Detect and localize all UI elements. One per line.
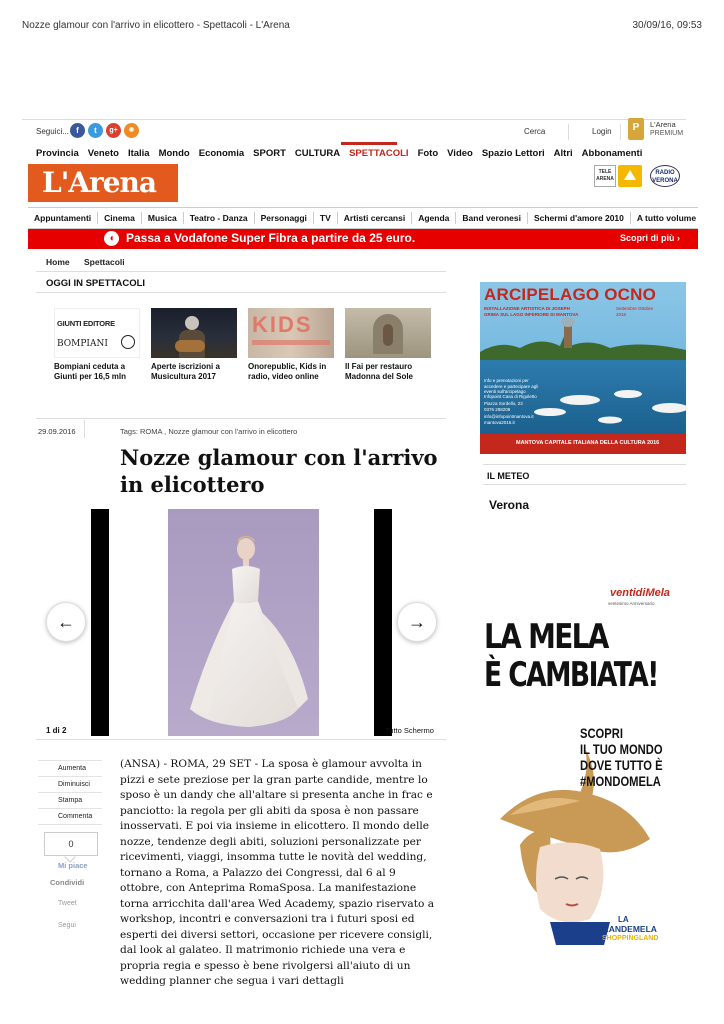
- bompiani-emblem-icon: [121, 335, 135, 349]
- teaser-thumbnail[interactable]: [54, 308, 140, 358]
- nav-sport[interactable]: SPORT: [253, 148, 286, 159]
- nav-spazio-lettori[interactable]: Spazio Lettori: [481, 148, 545, 159]
- font-increase-button[interactable]: Aumenta: [38, 760, 102, 777]
- facebook-icon[interactable]: f: [70, 123, 85, 138]
- vodafone-logo-icon: ◖: [104, 231, 119, 246]
- ocno-point: Piazza Sordello, 23: [484, 400, 523, 406]
- ocno-point: Infopoint Casa di Rigoletto: [484, 394, 537, 399]
- giunti-logo: GIUNTI EDITORE: [57, 319, 115, 328]
- teaser-thumbnail[interactable]: [248, 308, 334, 358]
- mela-line-4: #MONDOMELA: [580, 773, 661, 789]
- subnav-artisti-cercansi[interactable]: Artisti cercansi: [338, 212, 412, 224]
- divider: [483, 484, 686, 485]
- teaser-caption[interactable]: Aperte iscrizioni a Musicultura 2017: [151, 362, 220, 381]
- meteo-city[interactable]: Verona: [489, 498, 530, 512]
- mela-brand-logo: ventidiMela: [610, 587, 670, 599]
- mela-headline-1: LA MELA: [484, 617, 608, 657]
- print-page-title: Nozze glamour con l'arrivo in elicottero - Spettacoli - L'Arena: [22, 20, 290, 31]
- teaser-caption[interactable]: Onorepublic, Kids in radio, video online: [248, 362, 327, 381]
- nav-altri[interactable]: Altri: [553, 148, 573, 159]
- subnav-personaggi[interactable]: Personaggi: [255, 212, 314, 224]
- gallery-image[interactable]: [168, 509, 319, 736]
- kids-sub-strip: [252, 340, 330, 345]
- mela-brand-sub: ventesimo Anniversario: [608, 601, 655, 606]
- mela-footer-la: LA: [618, 915, 629, 924]
- teaser-list: [54, 308, 431, 382]
- ocno-point: info@infopointmantova.it: [484, 413, 534, 419]
- premium-brand: L'Arena: [650, 120, 676, 129]
- fresco-figure: [383, 324, 393, 346]
- google-plus-icon[interactable]: g+: [106, 123, 121, 138]
- main-nav: [36, 148, 642, 162]
- subnav-band-veronesi[interactable]: Band veronesi: [456, 212, 528, 224]
- search-link[interactable]: Cerca: [524, 127, 546, 136]
- divider: [84, 420, 85, 438]
- ocno-ad-points: [484, 394, 564, 427]
- arena-triangle-logo[interactable]: [618, 165, 642, 187]
- nav-mondo[interactable]: Mondo: [158, 148, 190, 159]
- teaser-item[interactable]: [54, 308, 140, 382]
- section-sub-nav: [28, 207, 698, 229]
- mela-line-1: SCOPRI: [580, 725, 623, 741]
- teaser-item[interactable]: [151, 308, 237, 382]
- meteo-title: IL METEO: [487, 471, 530, 481]
- ocno-ad-info: Info e prenotazioni per accedere e partecipare agli eventi sull'arcipelago: [484, 378, 539, 394]
- nav-cultura[interactable]: CULTURA: [294, 148, 341, 159]
- print-button[interactable]: Stampa: [38, 793, 102, 809]
- share-button[interactable]: Condividi: [50, 878, 85, 887]
- divider: [36, 739, 446, 740]
- nav-spettacoli[interactable]: SPETTACOLI: [349, 148, 409, 159]
- vodafone-banner-text: Passa a Vodafone Super Fibra a partire da 25 euro.: [126, 231, 416, 245]
- nav-foto[interactable]: Foto: [417, 148, 439, 159]
- facebook-like-button[interactable]: Mi piace: [58, 861, 88, 870]
- top-utility-bar: [22, 119, 686, 143]
- article-tags[interactable]: Tags: ROMA , Nozze glamour con l'arrivo in elicottero: [120, 427, 298, 436]
- print-datetime: 30/09/16, 09:53: [632, 20, 702, 31]
- ocno-point: 0376 288208: [484, 407, 511, 412]
- like-count: 0: [44, 832, 98, 856]
- subnav-agenda[interactable]: Agenda: [412, 212, 456, 224]
- subnav-appuntamenti[interactable]: Appuntamenti: [28, 212, 98, 224]
- article-date: 29.09.2016: [38, 427, 76, 436]
- divider: [36, 292, 446, 293]
- gallery-counter: 1 di 2: [46, 726, 67, 735]
- ocno-ad-footer: MANTOVA CAPITALE ITALIANA DELLA CULTURA 2016: [516, 440, 660, 446]
- tweet-button[interactable]: Tweet: [58, 900, 77, 907]
- teaser-item[interactable]: [248, 308, 334, 382]
- vodafone-banner-ad[interactable]: [28, 229, 698, 249]
- mela-line-3: DOVE TUTTO È: [580, 757, 663, 773]
- nav-abbonamenti[interactable]: Abbonamenti: [581, 148, 643, 159]
- twitter-icon[interactable]: t: [88, 123, 103, 138]
- font-decrease-button[interactable]: Diminuisci: [38, 777, 102, 793]
- mela-headline-2: È CAMBIATA!: [484, 655, 658, 695]
- gallery-frame-right: [374, 509, 392, 736]
- comment-button[interactable]: Commenta: [38, 809, 102, 825]
- subnav-schermi-damore[interactable]: Schermi d'amore 2010: [528, 212, 631, 224]
- oggi-section-title: OGGI IN SPETTACOLI: [46, 278, 146, 289]
- divider: [483, 464, 686, 465]
- article-tools: [38, 760, 102, 825]
- mela-line-2: IL TUO MONDO: [580, 741, 663, 757]
- teaser-thumbnail[interactable]: [345, 308, 431, 358]
- ocno-point: mantova2016.it: [484, 420, 515, 425]
- breadcrumb: [46, 257, 137, 267]
- follow-button[interactable]: Segui: [58, 922, 76, 929]
- divider: [620, 124, 621, 140]
- teaser-caption[interactable]: Bompiani ceduta a Giunti per 16,5 mln: [54, 362, 127, 381]
- divider: [36, 271, 446, 272]
- ocno-ad-dates: Settembre Ottobre 2016: [616, 306, 654, 317]
- divider: [568, 124, 569, 140]
- gallery-prev-button[interactable]: ←: [46, 602, 86, 642]
- radio-verona-logo[interactable]: RADIO VERONA: [650, 165, 680, 187]
- bridal-dress-photo: [168, 509, 319, 736]
- premium-label: PREMIUM: [650, 130, 684, 137]
- arcipelago-ocno-ad[interactable]: [480, 282, 686, 454]
- rss-icon[interactable]: ◉: [124, 123, 139, 138]
- ocno-ad-subtitle: INSTALLAZIONE ARTISTICA DI JOSEPH GRIMA SUL LAGO INFERIORE DI MANTOVA: [484, 306, 579, 317]
- teaser-item[interactable]: [345, 308, 431, 382]
- nav-provincia[interactable]: Provincia: [36, 148, 79, 159]
- mela-footer-brand: GRANDEMELA: [596, 924, 657, 934]
- nav-italia[interactable]: Italia: [127, 148, 150, 159]
- grande-mela-ad[interactable]: [480, 579, 686, 945]
- teaser-thumbnail[interactable]: [151, 308, 237, 358]
- teaser-caption[interactable]: Il Fai per restauro Madonna del Sole: [345, 362, 414, 381]
- nav-veneto[interactable]: Veneto: [87, 148, 119, 159]
- premium-link[interactable]: [650, 120, 683, 138]
- nav-video[interactable]: Video: [447, 148, 473, 159]
- subnav-a-tutto-volume[interactable]: A tutto volume: [636, 213, 697, 223]
- main-nav-active-indicator: [341, 142, 397, 145]
- gallery-fullscreen-link[interactable]: Tutto Schermo: [385, 726, 434, 735]
- article-body: (ANSA) - ROMA, 29 SET - La sposa è glamour avvolta in pizzi e sete preziose per la gran parte candide, mentre lo sposo è un dandy che all'altare si presenta anche in frac e panciotto: la regola per gli abiti da sposa è non passare inosservati. E poi via insieme in elicottero. Il mondo delle nozze, tendenze degli abiti, soluzioni personalizzate per ricevimenti, viaggi, insomma tutte le novità del wedding, tornano a Roma, a Palazzo dei Congressi, dal 6 al 9 ottobre, con Anteprima RomaSposa. La manifestazione torna arricchita dall'area Wed Academy, spazio riservato a workshop, incontri e conversazioni tra i futuri sposi ed esperti dei diversi settori, occasione per ricevere consigli, dal look al galateo. Il matrimonio richiede una vera e propria regia e spesso è bene rivolgersi all'aiuto di un wedding planner che segua i vari dettagli: [120, 758, 435, 987]
- bompiani-logo: BOMPIANI: [57, 339, 108, 349]
- mela-footer-sub: SHOPPINGLAND: [602, 935, 659, 942]
- vodafone-banner-cta[interactable]: Scopri di più ›: [620, 233, 680, 243]
- premium-badge-icon[interactable]: P: [628, 118, 644, 140]
- login-link[interactable]: Login: [592, 127, 612, 136]
- musician-figure: [185, 316, 199, 330]
- nav-economia[interactable]: Economia: [198, 148, 245, 159]
- breadcrumb-home[interactable]: Home: [46, 257, 70, 267]
- article-headline: Nozze glamour con l'arrivo in elicottero: [120, 445, 438, 497]
- breadcrumb-spettacoli[interactable]: Spettacoli: [84, 257, 125, 267]
- subnav-musica[interactable]: Musica: [142, 212, 184, 224]
- subnav-cinema[interactable]: Cinema: [98, 212, 142, 224]
- ocno-ad-title: ARCIPELAGO OCNO: [484, 285, 657, 304]
- site-logo[interactable]: L'Arena: [28, 164, 178, 202]
- subnav-tv[interactable]: TV: [314, 212, 338, 224]
- tele-arena-logo[interactable]: TELE ARENA: [594, 165, 616, 187]
- guitar-shape: [175, 340, 205, 352]
- kids-logo: KIDS: [252, 312, 313, 337]
- divider: [36, 418, 446, 419]
- subnav-teatro-danza[interactable]: Teatro - Danza: [184, 212, 255, 224]
- gallery-frame-left: [91, 509, 109, 736]
- gallery-next-button[interactable]: →: [397, 602, 437, 642]
- seguici-label: Seguici...: [36, 127, 69, 136]
